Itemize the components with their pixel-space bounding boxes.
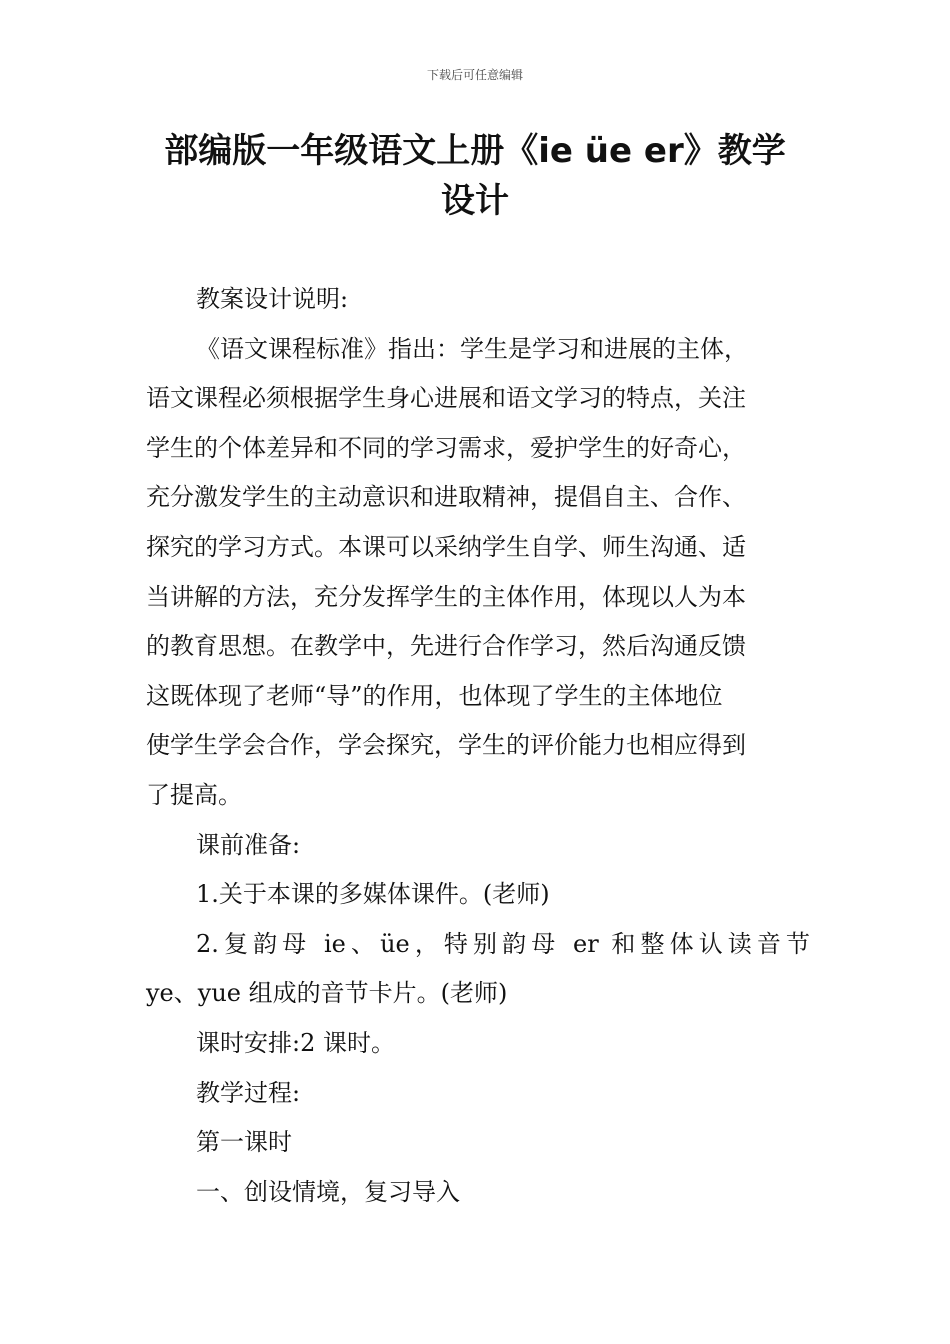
text-line: 充分激发学生的主动意识和进取精神，提倡自主、合作、 bbox=[146, 483, 746, 512]
schedule-line bbox=[146, 1019, 810, 1069]
list-item-2 bbox=[146, 920, 810, 1019]
text-line: 探究的学习方式。本课可以采纳学生自学、师生沟通、适 bbox=[146, 532, 746, 561]
title-line-2: 设计 bbox=[441, 181, 509, 221]
text-line: 《语文课程标准》指出：学生是学习和进展的主体， bbox=[196, 334, 748, 363]
text-line: 当讲解的方法，充分发挥学生的主体作用，体现以人为本 bbox=[146, 582, 746, 611]
title-line-1: 部编版一年级语文上册《ie üe er》教学 bbox=[164, 131, 786, 171]
header-note: 下载后可任意编辑 bbox=[426, 68, 523, 82]
text-line: 教案设计说明: bbox=[196, 285, 349, 313]
heading-first-lesson bbox=[146, 1118, 810, 1168]
text-line: 课前准备: bbox=[196, 830, 301, 859]
document-title bbox=[140, 126, 810, 226]
text-line: 1.关于本课的多媒体课件。(老师) bbox=[196, 880, 550, 909]
text-line: 教学过程: bbox=[196, 1078, 301, 1107]
heading-preparation bbox=[146, 821, 810, 871]
text-line: 一、创设情境，复习导入 bbox=[196, 1177, 460, 1206]
text-line: 第一课时 bbox=[196, 1128, 292, 1157]
text-line: ye、yue 组成的音节卡片。(老师) bbox=[146, 979, 508, 1008]
document-body bbox=[146, 275, 810, 1217]
text-line: 语文课程必须根据学生身心进展和语文学习的特点，关注 bbox=[146, 384, 746, 413]
heading-design-notes bbox=[146, 275, 810, 325]
paragraph-curriculum-standard bbox=[146, 325, 810, 821]
text-line: 2.复韵母 ie、üe，特别韵母 er 和整体认读音节 bbox=[196, 929, 810, 958]
heading-teaching-process bbox=[146, 1069, 810, 1119]
text-line: 使学生学会合作，学会探究，学生的评价能力也相应得到 bbox=[146, 731, 746, 760]
text-line: 学生的个体差异和不同的学习需求，爱护学生的好奇心， bbox=[146, 433, 746, 462]
text-line: 的教育思想。在教学中，先进行合作学习，然后沟通反馈 bbox=[146, 632, 746, 661]
text-line: 这既体现了老师“导”的作用，也体现了学生的主体地位 bbox=[146, 681, 723, 710]
text-line: 课时安排:2 课时。 bbox=[196, 1028, 395, 1057]
text-line: 了提高。 bbox=[146, 780, 242, 809]
list-item-1 bbox=[146, 870, 810, 920]
heading-section-one bbox=[146, 1168, 810, 1218]
